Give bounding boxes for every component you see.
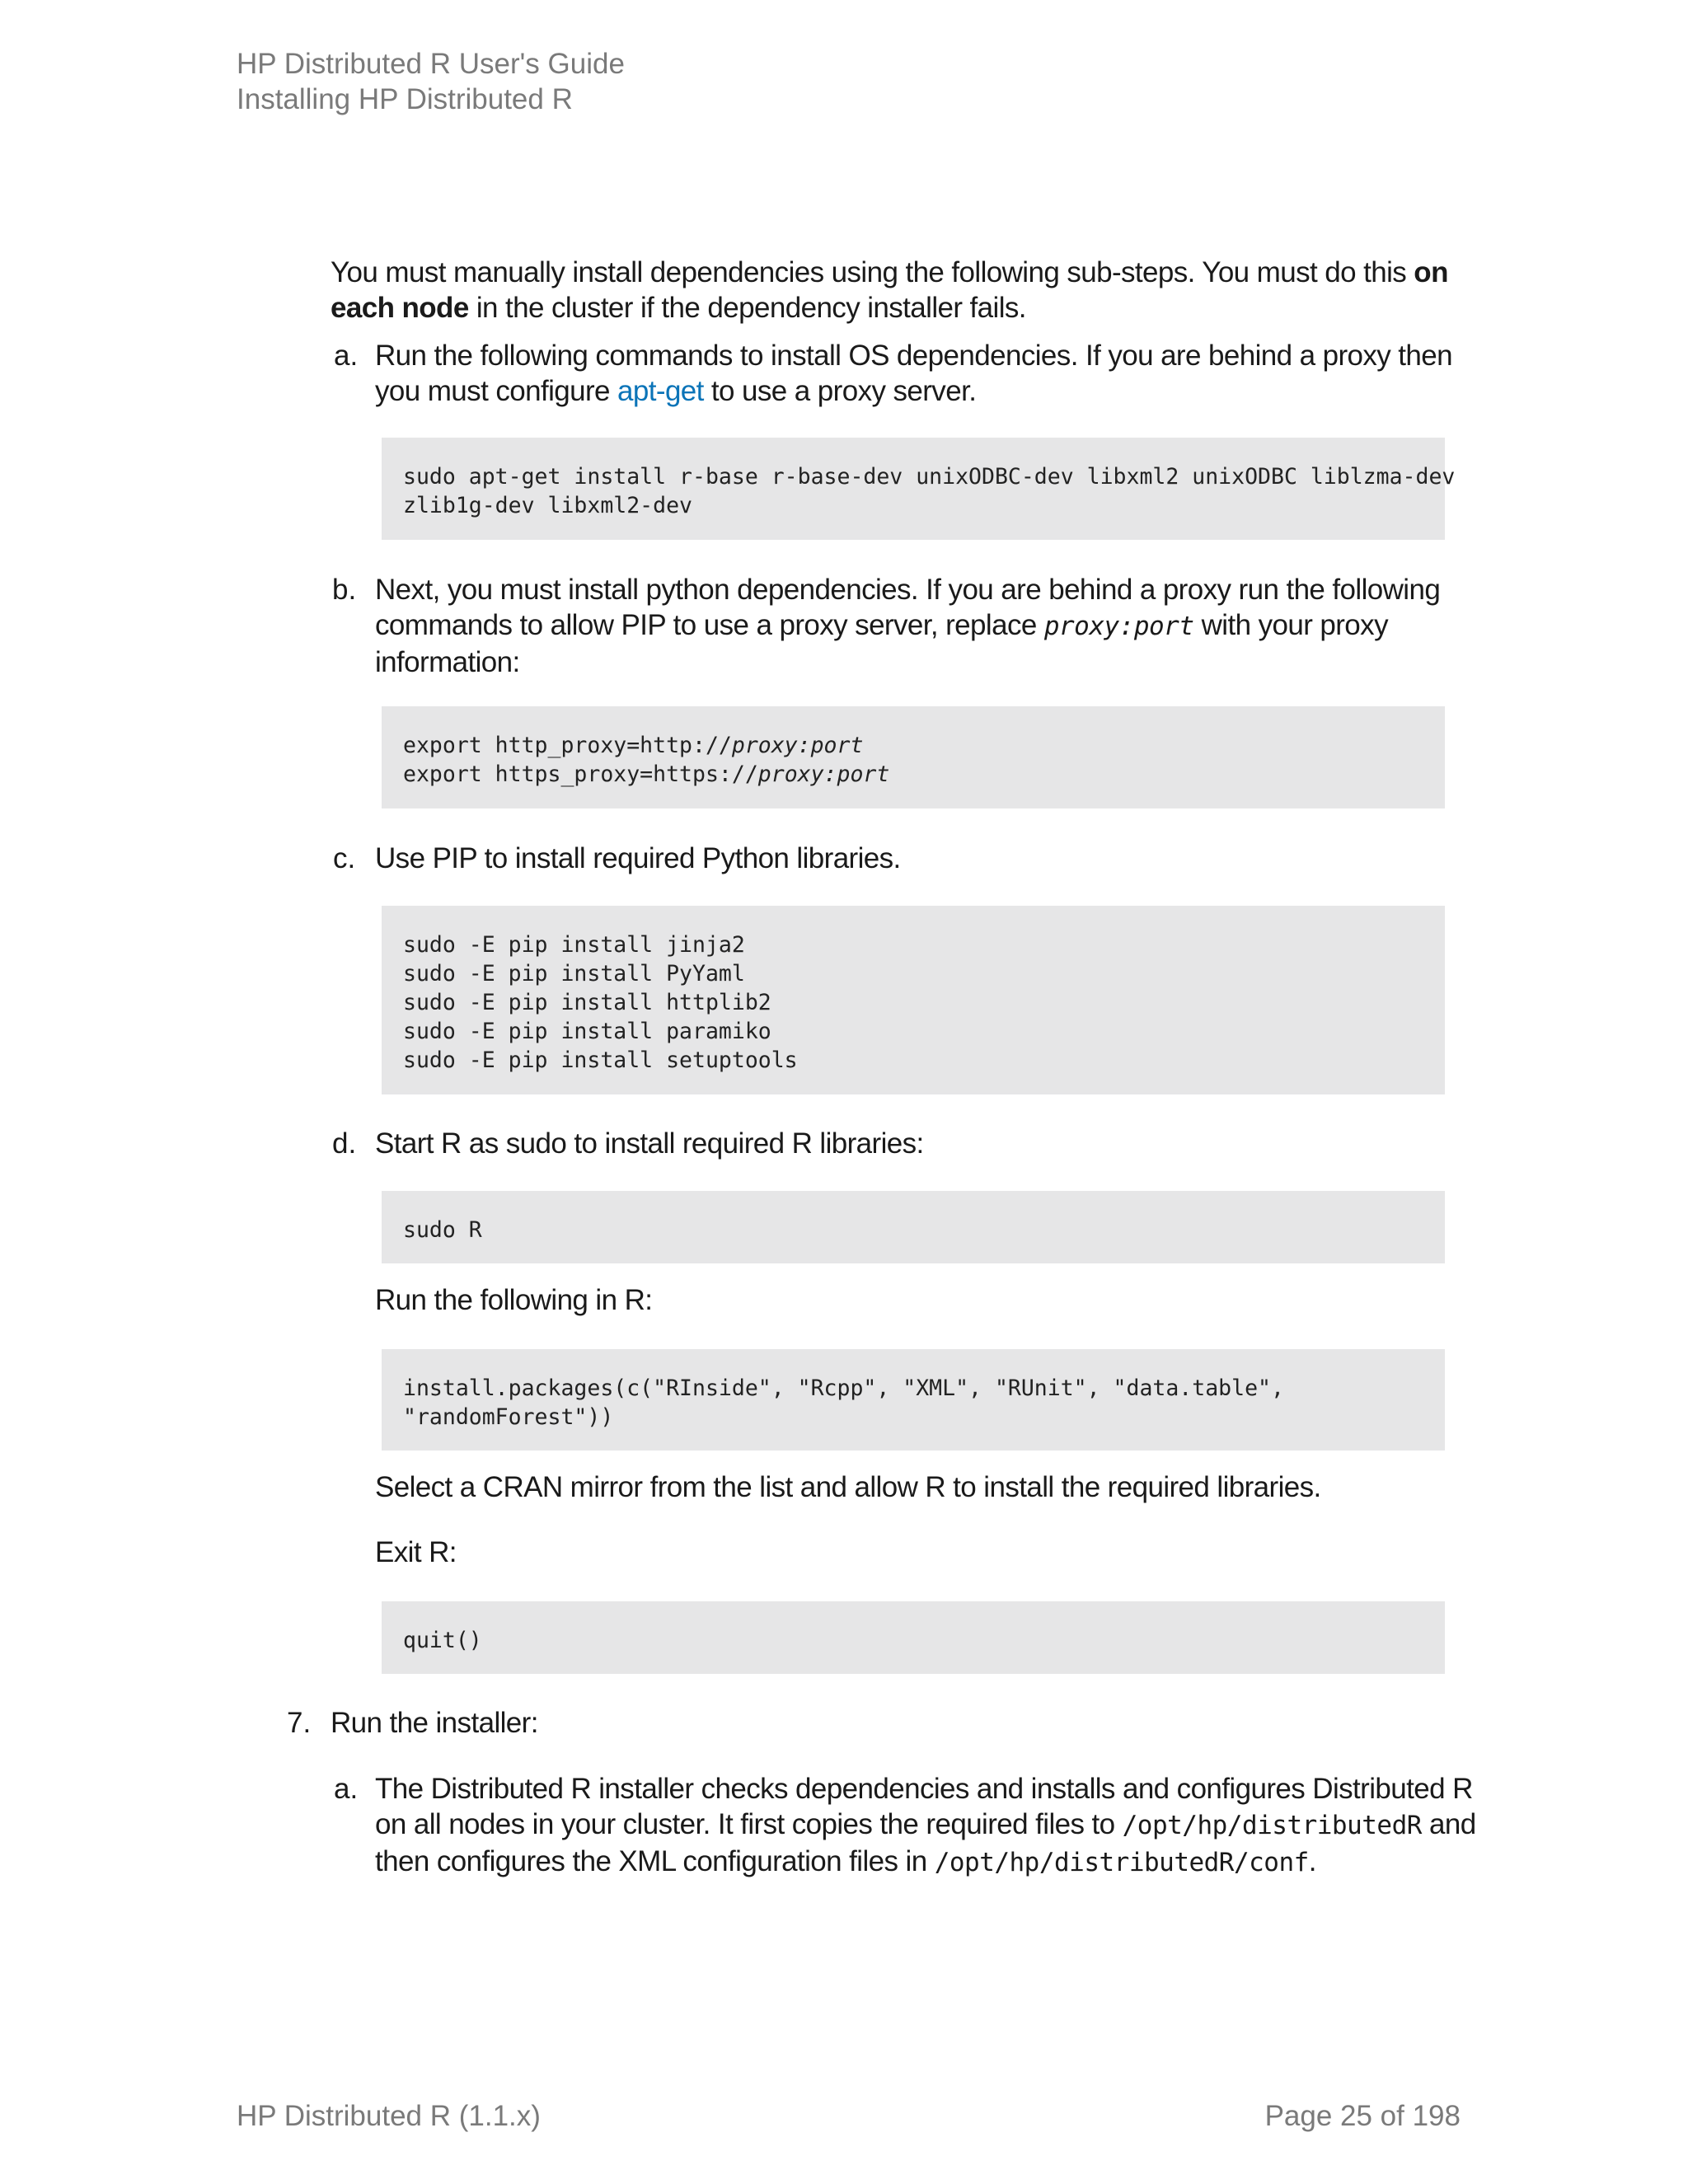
step-b-marker: b. (332, 574, 357, 606)
intro-paragraph (331, 255, 1448, 326)
step-a-marker: a. (334, 340, 359, 372)
footer-product-version: HP Distributed R (1.1.x) (237, 2100, 541, 2132)
step-b-text: Next, you must install python dependencies. If you are behind a proxy run the following commands to allow PIP to use a proxy server, replace proxy:port with your proxy information: (375, 574, 1441, 678)
step-7-text: Run the installer: (331, 1707, 538, 1739)
footer-page-number: Page 25 of 198 (1264, 2100, 1461, 2132)
step-7-marker: 7. (287, 1707, 312, 1739)
step-d-marker: d. (332, 1127, 357, 1160)
code-block-install-packages: install.packages(c("RInside", "Rcpp", "XML", "RUnit", "data.table", "randomForest")) (382, 1349, 1445, 1451)
header-guide-title: HP Distributed R User's Guide (237, 48, 625, 80)
proxy-port-placeholder: proxy:port (1043, 612, 1194, 641)
step-d-exit-text: Exit R: (375, 1536, 457, 1568)
code-block-pip-install: sudo -E pip install jinja2 sudo -E pip install PyYaml sudo -E pip install httplib2 sudo -E pip install paramiko sudo -E pip install setuptools (382, 906, 1445, 1094)
running-header (237, 46, 625, 117)
step-c-marker: c. (333, 842, 356, 874)
step-c-text: Use PIP to install required Python libraries. (375, 842, 901, 874)
install-path: /opt/hp/distributedR (1122, 1811, 1422, 1840)
step-d-text: Start R as sudo to install required R libraries: (375, 1127, 924, 1160)
intro-line-1: You must manually install dependencies using the following sub-steps. You must do this on (331, 256, 1448, 288)
code-block-proxy-exports: export http_proxy=http://proxy:port export https_proxy=https://proxy:port (382, 706, 1445, 808)
step-7a-marker: a. (334, 1773, 359, 1805)
code-block-sudo-r: sudo R (382, 1191, 1445, 1263)
step-d-cran-text: Select a CRAN mirror from the list and allow R to install the required libraries. (375, 1471, 1321, 1503)
code-block-quit: quit() (382, 1601, 1445, 1674)
step-d-run-in-r-text: Run the following in R: (375, 1284, 653, 1316)
step-a-text: Run the following commands to install OS dependencies. If you are behind a proxy then you must configure apt-get to use a proxy server. (375, 340, 1453, 407)
intro-line-2: each node in the cluster if the dependency installer fails. (331, 292, 1026, 324)
conf-path: /opt/hp/distributedR/conf (934, 1848, 1309, 1877)
apt-get-link[interactable]: apt-get (617, 375, 704, 407)
header-section-title: Installing HP Distributed R (237, 83, 573, 115)
step-7a-text: The Distributed R installer checks dependencies and installs and configures Distributed R on all nodes in your cluster. It first copies the required files to /opt/hp/distributedR and then configures the XML configuration files in /opt/hp/distributedR/conf. (375, 1773, 1476, 1877)
code-block-os-deps: sudo apt-get install r-base r-base-dev unixODBC-dev libxml2 unixODBC liblzma-dev zlib1g-dev libxml2-dev (382, 438, 1445, 540)
